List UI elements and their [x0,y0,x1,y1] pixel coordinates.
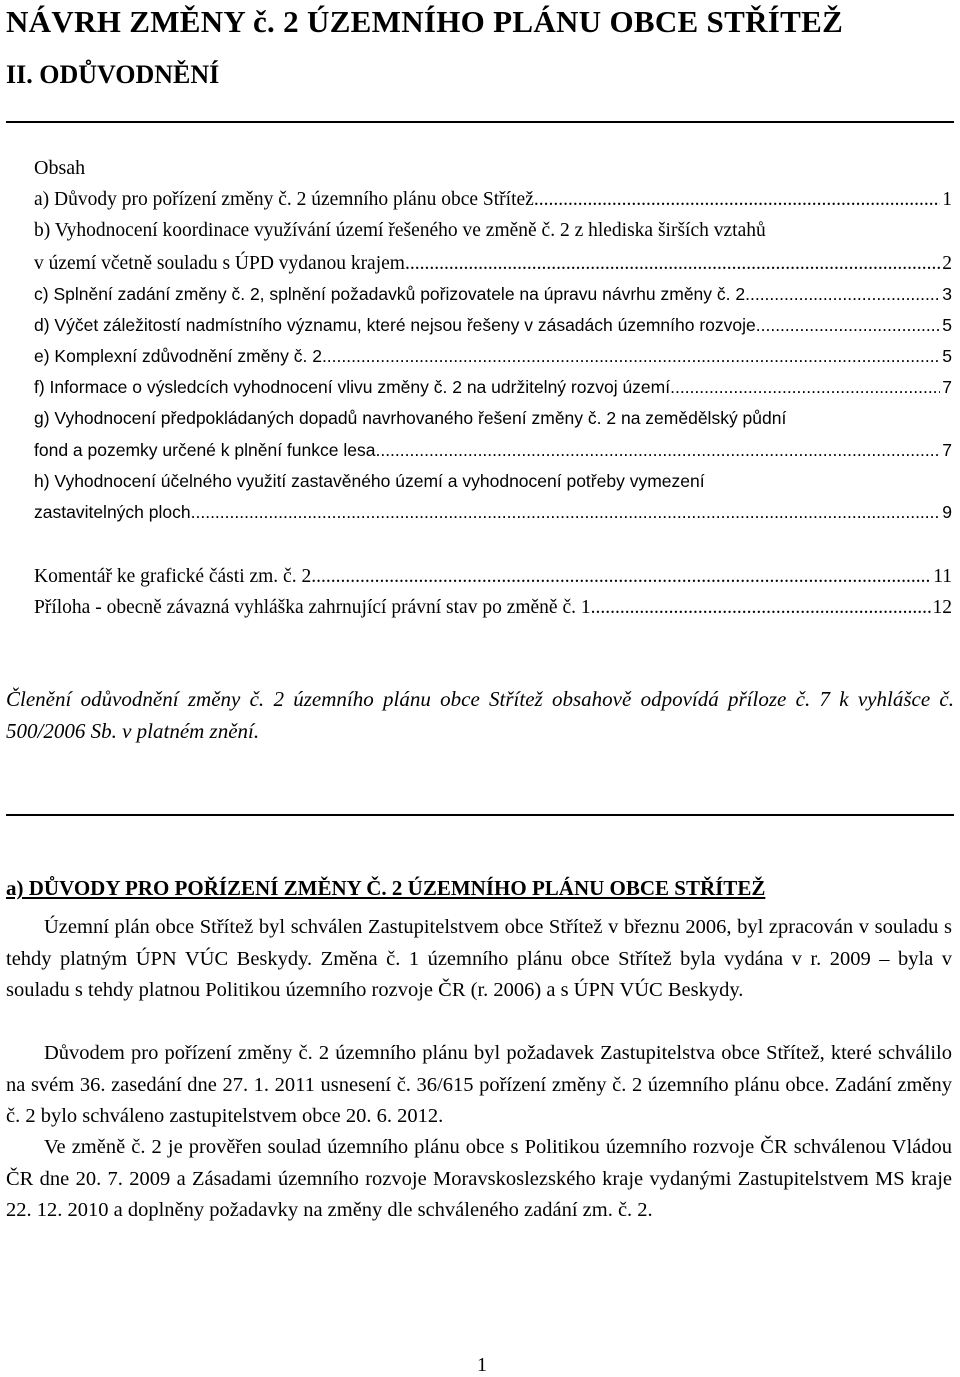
toc-entry-c[interactable]: c) Splnění zadání změny č. 2, splnění požadavků pořizovatele na úpravu návrhu změny č. 2 ..... 3 [34,282,952,308]
toc-entry-a[interactable]: a) Důvody pro pořízení změny č. 2 územního plánu obce Střítež ..... 1 [34,187,952,213]
page-number: 1 [477,1354,487,1376]
section-a-paragraph-2: Důvodem pro pořízení změny č. 2 územního plánu byl požadavek Zastupitelstva obce Střítež, které schválilo na svém 36. zasedání dne 27. 1. 2011 usnesení č. 36/615 pořízení změny č. 2 územního plánu obce. Zadání změny č. 2 bylo schváleno zastupitelstvem obce 20. 6. 2012. [6,1042,952,1127]
header-rule [6,121,954,123]
section-a-heading: a) DŮVODY PRO POŘÍZENÍ ZMĚNY Č. 2 ÚZEMNÍHO PLÁNU OBCE STŘÍTEŽ [6,876,766,900]
toc-entry-komentar[interactable]: Komentář ke grafické části zm. č. 2 ..... 11 [34,564,952,590]
document-subtitle: II. ODŮVODNĚNÍ [6,60,220,89]
section-a-paragraph-3: Ve změně č. 2 je prověřen soulad územního plánu obce s Politikou územního rozvoje ČR schválenou Vládou ČR dne 20. 7. 2009 a Zásadami územního rozvoje Moravskoslezského kraje vydanými Zastupitelstvem MS kraje 22. 12. 2010 a doplněny požadavky na změny dle schváleného zadání zm. č. 2. [6,1136,952,1221]
section-rule [6,814,954,816]
toc-entry-g[interactable]: fond a pozemky určené k plnění funkce lesa ..... 7 [34,438,952,464]
toc-entry-g-line1[interactable]: g) Vyhodnocení předpokládaných dopadů navrhovaného řešení změny č. 2 na zemědělský půdní [34,408,787,428]
toc-entry-f[interactable]: f) Informace o výsledcích vyhodnocení vlivu změny č. 2 na udržitelný rozvoj území ..... 7 [34,375,952,401]
toc-label: Obsah [34,157,86,179]
structure-note: Členění odůvodnění změny č. 2 územního plánu obce Střítež obsahově odpovídá příloze č. 7 k vyhlášce č. 500/2006 Sb. v platném znění. [6,687,954,743]
toc-entry-b[interactable]: v území včetně souladu s ÚPD vydanou krajem ..... 2 [34,251,952,277]
toc-entry-b-line1[interactable]: b) Vyhodnocení koordinace využívání území řešeného ve změně č. 2 z hlediska širších vztahů [34,220,766,241]
toc-entry-e[interactable]: e) Komplexní zdůvodnění změny č. 2 ..... 5 [34,344,952,370]
document-title: NÁVRH ZMĚNY č. 2 ÚZEMNÍHO PLÁNU OBCE STŘÍTEŽ [6,4,844,39]
section-a-paragraph-1: Územní plán obce Střítež byl schválen Zastupitelstvem obce Střítež v březnu 2006, byl zpracován v souladu s tehdy platným ÚPN VÚC Beskydy. Změna č. 1 územního plánu obce Střítež byla vydána v r. 2009 – byla v souladu s tehdy platnou Politikou územního rozvoje ČR (r. 2006) a s ÚPN VÚC Beskydy. [6,916,952,1001]
toc-entry-priloha[interactable]: Příloha - obecně závazná vyhláška zahrnující právní stav po změně č. 1 ..... 12 [34,595,952,621]
toc-entry-d[interactable]: d) Výčet záležitostí nadmístního významu, které nejsou řešeny v zásadách územního rozvoje ..... 5 [34,313,952,339]
toc-entry-h[interactable]: zastavitelných ploch ..... 9 [34,500,952,526]
toc-entry-h-line1[interactable]: h) Vyhodnocení účelného využití zastavěného území a vyhodnocení potřeby vymezení [34,471,705,491]
